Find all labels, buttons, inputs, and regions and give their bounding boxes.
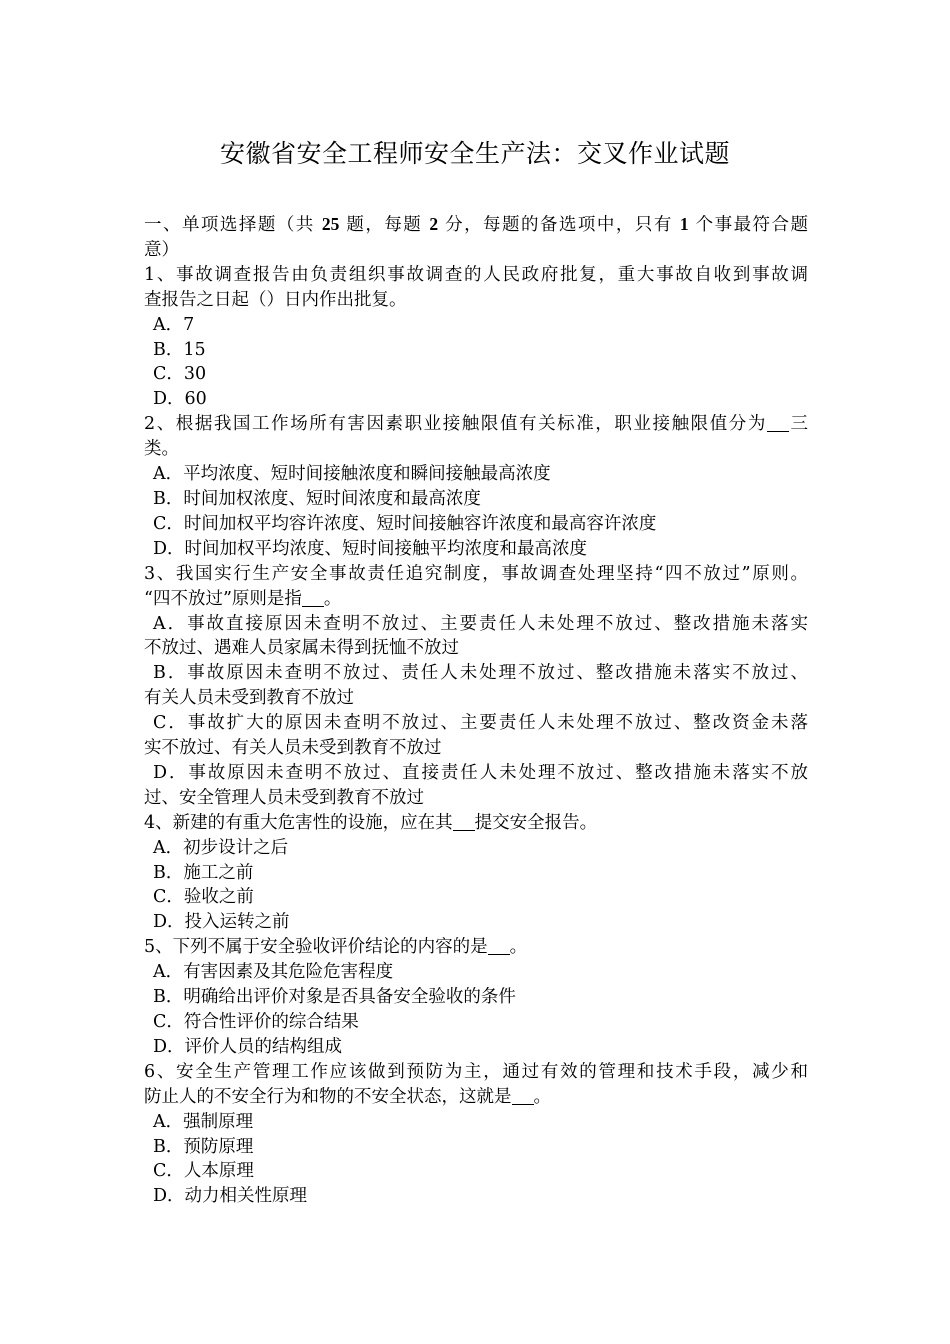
- section-heading-line-1: 一、单项选择题（共 25 题，每题 2 分，每题的备选项中，只有 1 个事最符合题: [144, 214, 809, 235]
- question-3-option-d-line-1: D．事故原因未查明不放过、直接责任人未处理不放过、整改措施未落实不放: [153, 762, 808, 783]
- question-1-option-b: B．15: [153, 339, 206, 360]
- points-per-question: 2: [429, 214, 439, 234]
- question-2: [144, 412, 808, 561]
- question-4-option-d: D．投入运转之前: [153, 912, 290, 933]
- question-5-option-b: B．明确给出评价对象是否具备安全验收的条件: [153, 987, 516, 1008]
- question-1-stem-line-1: 1、事故调查报告由负责组织事故调查的人民政府批复，重大事故自收到事故调: [144, 264, 808, 285]
- question-6-stem-line-2: 防止人的不安全行为和物的不安全状态，这就是 。: [144, 1086, 551, 1107]
- question-6-option-b: B．预防原理: [153, 1136, 254, 1157]
- question-4: [144, 811, 808, 936]
- question-3-stem-line-2: “四不放过”原则是指 。: [144, 588, 342, 609]
- question-4-option-a: A．初步设计之后: [153, 837, 289, 858]
- question-3-option-c-line-1: C．事故扩大的原因未查明不放过、主要责任人未处理不放过、整改资金未落: [153, 713, 808, 734]
- section-heading-line-2: 意）: [144, 239, 179, 260]
- question-4-option-b: B．施工之前: [153, 862, 254, 883]
- title-text: 安徽省安全工程师安全生产法：交叉作业试题: [219, 139, 730, 168]
- document-title: [0, 138, 950, 170]
- question-2-option-c: C．时间加权平均容许浓度、短时间接触容许浓度和最高容许浓度: [153, 513, 657, 534]
- question-6-option-c: C．人本原理: [153, 1161, 254, 1182]
- question-6: [144, 1060, 808, 1209]
- section-heading: [144, 212, 808, 263]
- question-3-option-b-line-1: B．事故原因未查明不放过、责任人未处理不放过、整改措施未落实不放过、: [153, 663, 808, 684]
- question-4-stem: 4、新建的有重大危害性的设施，应在其 提交安全报告。: [144, 812, 598, 833]
- correct-option-count: 1: [679, 214, 689, 234]
- answer-blank: [488, 937, 510, 956]
- answer-blank: [512, 1086, 534, 1105]
- question-2-stem-line-2: 类。: [144, 439, 179, 460]
- question-3-option-a-line-2: 不放过、遇难人员家属未得到抚恤不放过: [144, 638, 459, 659]
- question-2-option-a: A．平均浓度、短时间接触浓度和瞬间接触最高浓度: [153, 464, 551, 485]
- answer-blank: [453, 812, 475, 831]
- answer-blank: [302, 588, 324, 607]
- question-3-stem-line-1: 3、我国实行生产安全事故责任追究制度，事故调查处理坚持“四不放过”原则。: [144, 563, 808, 584]
- question-6-option-a: A．强制原理: [153, 1111, 254, 1132]
- document-body: [144, 212, 808, 1209]
- answer-blank: [767, 414, 789, 433]
- question-6-option-d: D．动力相关性原理: [153, 1186, 308, 1207]
- question-1-option-d: D．60: [153, 389, 207, 410]
- question-3: [144, 562, 808, 811]
- question-1-option-c: C．30: [153, 364, 207, 385]
- question-2-option-b: B．时间加权浓度、短时间浓度和最高浓度: [153, 488, 481, 509]
- question-5-option-c: C．符合性评价的综合结果: [153, 1012, 359, 1032]
- question-5-stem: 5、下列不属于安全验收评价结论的内容的是 。: [144, 937, 528, 958]
- question-5: [144, 935, 808, 1060]
- question-2-option-d: D．时间加权平均浓度、短时间接触平均浓度和最高浓度: [153, 538, 588, 559]
- question-count: 25: [321, 214, 340, 234]
- question-2-stem-line-1: 2、根据我国工作场所有害因素职业接触限值有关标准，职业接触限值分为 三: [144, 414, 808, 435]
- question-6-stem-line-1: 6、安全生产管理工作应该做到预防为主，通过有效的管理和技术手段，减少和: [144, 1061, 808, 1082]
- question-1-stem-line-2: 查报告之日起（）日内作出批复。: [144, 289, 407, 310]
- question-5-option-d: D．评价人员的结构组成: [153, 1036, 343, 1057]
- question-3-option-b-line-2: 有关人员未受到教育不放过: [144, 688, 354, 709]
- question-3-option-c-line-2: 实不放过、有关人员未受到教育不放过: [144, 738, 442, 759]
- question-1: [144, 263, 808, 412]
- question-1-option-a: A．7: [153, 314, 195, 335]
- question-3-option-a-line-1: A．事故直接原因未查明不放过、主要责任人未处理不放过、整改措施未落实: [153, 613, 808, 634]
- question-3-option-d-line-2: 过、安全管理人员未受到教育不放过: [144, 787, 424, 808]
- question-5-option-a: A．有害因素及其危险危害程度: [153, 962, 394, 983]
- question-4-option-c: C．验收之前: [153, 887, 254, 908]
